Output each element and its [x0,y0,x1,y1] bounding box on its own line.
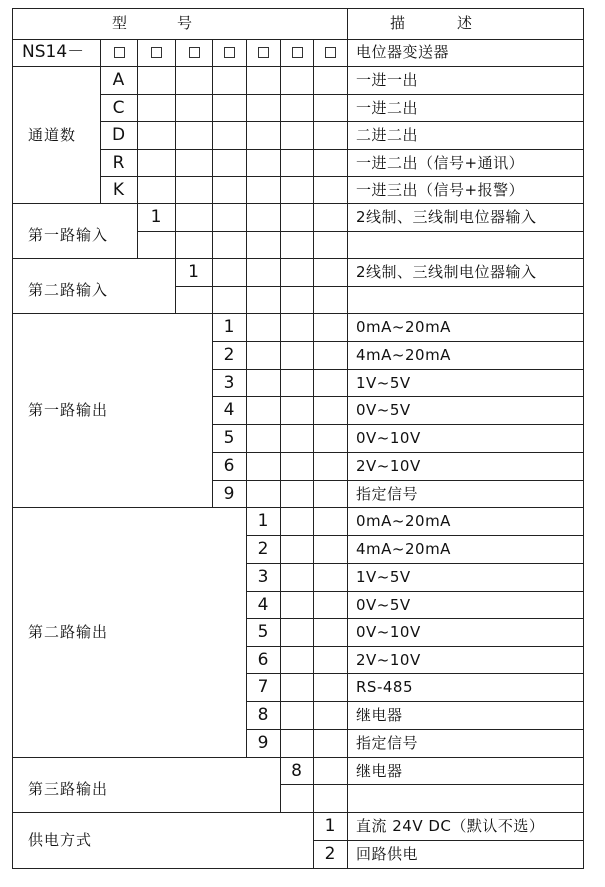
grid-line [280,39,281,67]
option-code: 4 [257,594,269,615]
grid-line [280,203,281,259]
grid-line [12,812,584,813]
option-code: 5 [257,622,269,642]
grid-line [313,507,314,758]
option-code: 2 [324,844,336,864]
grid-line [212,313,213,508]
option-description: 0V~10V [356,623,421,641]
option-code: 9 [257,733,269,753]
grid-line [212,203,213,259]
option-code: 5 [223,428,235,448]
grid-line [313,66,314,204]
prefix-description: 电位器变送器 [356,43,450,61]
option-code: 1 [257,511,269,531]
grid-line [212,424,584,425]
option-description: 指定信号 [356,734,419,752]
option-code: 1 [324,816,336,836]
grid-line [175,66,176,204]
code-placeholder-box [189,47,200,58]
code-placeholder-box [292,47,303,58]
header-desc-char: 描 [389,14,407,32]
option-code: 1 [188,262,199,282]
grid-line [100,39,101,67]
option-description: 回路供电 [356,845,419,863]
option-code: 3 [223,372,235,393]
option-code: 3 [257,567,269,587]
grid-line [313,258,314,314]
option-code: D [111,125,126,145]
grid-line [313,757,314,813]
option-description: 一进二出（信号+通讯） [356,153,525,172]
group-label-out2: 第二路输出 [28,623,109,641]
group-label-power: 供电方式 [28,831,93,849]
option-description: 0V~5V [356,595,411,614]
option-description: 一进二出 [356,98,419,117]
option-code: 1 [223,317,235,337]
code-placeholder-box [151,47,162,58]
grid-line [246,313,247,508]
grid-line [212,66,213,204]
option-description: 2线制、三线制电位器输入 [356,263,537,281]
group-label-out1: 第一路输出 [28,401,109,419]
grid-line [12,8,584,9]
option-code: K [112,179,125,200]
option-description: 1V~5V [356,568,411,586]
grid-line [100,121,584,122]
grid-line [583,8,584,869]
grid-line [137,39,138,67]
grid-line [313,840,584,841]
grid-line [246,646,584,647]
grid-line [137,231,584,232]
option-description: 一进三出（信号+报警） [356,180,525,199]
grid-line [313,203,314,259]
code-placeholder-box [258,47,269,58]
grid-line [175,203,176,259]
grid-line [280,313,281,508]
option-description: 0mA~20mA [356,512,451,530]
grid-line [246,507,247,758]
grid-line [12,8,13,869]
grid-line [137,66,138,204]
header-model-char: 型 [111,14,129,32]
option-description: 直流 24V DC（默认不选） [356,817,545,835]
option-code: 6 [223,456,235,476]
option-description: 继电器 [356,761,403,780]
grid-line [100,149,584,150]
grid-line [313,313,314,508]
option-description: 2V~10V [356,457,421,475]
model-prefix: NS14－ [22,42,85,62]
group-label-in1: 第一路输入 [28,225,109,244]
grid-line [100,94,584,95]
grid-line [246,701,584,702]
header-desc-char: 述 [456,14,474,32]
option-code: 2 [257,539,269,559]
grid-line [100,66,101,204]
grid-line [246,729,584,730]
option-description: 0V~5V [356,401,411,419]
grid-line [212,480,584,481]
grid-line [246,673,584,674]
option-code: 6 [257,649,269,670]
option-description: RS-485 [356,678,413,696]
code-placeholder-box [224,47,235,58]
grid-line [246,618,584,619]
option-description: 0mA~20mA [356,318,451,336]
grid-line [12,203,584,204]
grid-line [280,258,281,314]
grid-line [347,8,348,869]
grid-line [280,66,281,204]
grid-line [246,591,584,592]
grid-line [280,784,584,785]
option-code: C [112,97,125,118]
option-description: 4mA~20mA [356,540,451,558]
option-code: 4 [223,400,235,420]
grid-line [246,66,247,204]
grid-line [212,39,213,67]
group-label-in2: 第二路输入 [28,280,109,299]
grid-line [12,66,584,67]
option-code: 1 [150,207,162,227]
grid-line [246,203,247,259]
grid-line [212,369,584,370]
grid-line [175,286,584,287]
option-description: 2线制、三线制电位器输入 [356,208,537,226]
option-code: R [112,152,125,173]
code-placeholder-box [114,47,125,58]
option-description: 4mA~20mA [356,346,451,364]
grid-line [12,39,584,40]
grid-line [212,341,584,342]
grid-line [12,258,584,259]
grid-line [280,507,281,758]
header-model-char: 号 [176,14,194,32]
grid-line [246,563,584,564]
code-placeholder-box [325,47,336,58]
grid-line [12,757,584,758]
grid-line [212,258,213,314]
option-code: 7 [257,677,269,697]
grid-line [246,258,247,314]
option-description: 指定信号 [356,484,419,503]
grid-line [313,39,314,67]
grid-line [12,313,584,314]
option-description: 2V~10V [356,650,421,669]
grid-line [246,535,584,536]
option-description: 二进二出 [356,126,419,144]
grid-line [100,176,584,177]
option-description: 继电器 [356,706,403,724]
grid-line [12,868,584,869]
group-label-out3: 第三路输出 [28,779,109,798]
grid-line [212,396,584,397]
grid-line [12,507,584,508]
grid-line [175,39,176,67]
option-description: 一进一出 [356,71,419,89]
grid-line [246,39,247,67]
option-code: 8 [257,705,269,725]
option-code: 9 [223,483,235,504]
grid-line [280,757,281,813]
option-code: A [112,70,125,90]
grid-line [212,452,584,453]
option-code: 8 [291,760,302,781]
option-description: 0V~10V [356,429,421,447]
option-description: 1V~5V [356,373,411,392]
group-label-channels: 通道数 [28,125,77,144]
option-code: 2 [223,345,235,365]
